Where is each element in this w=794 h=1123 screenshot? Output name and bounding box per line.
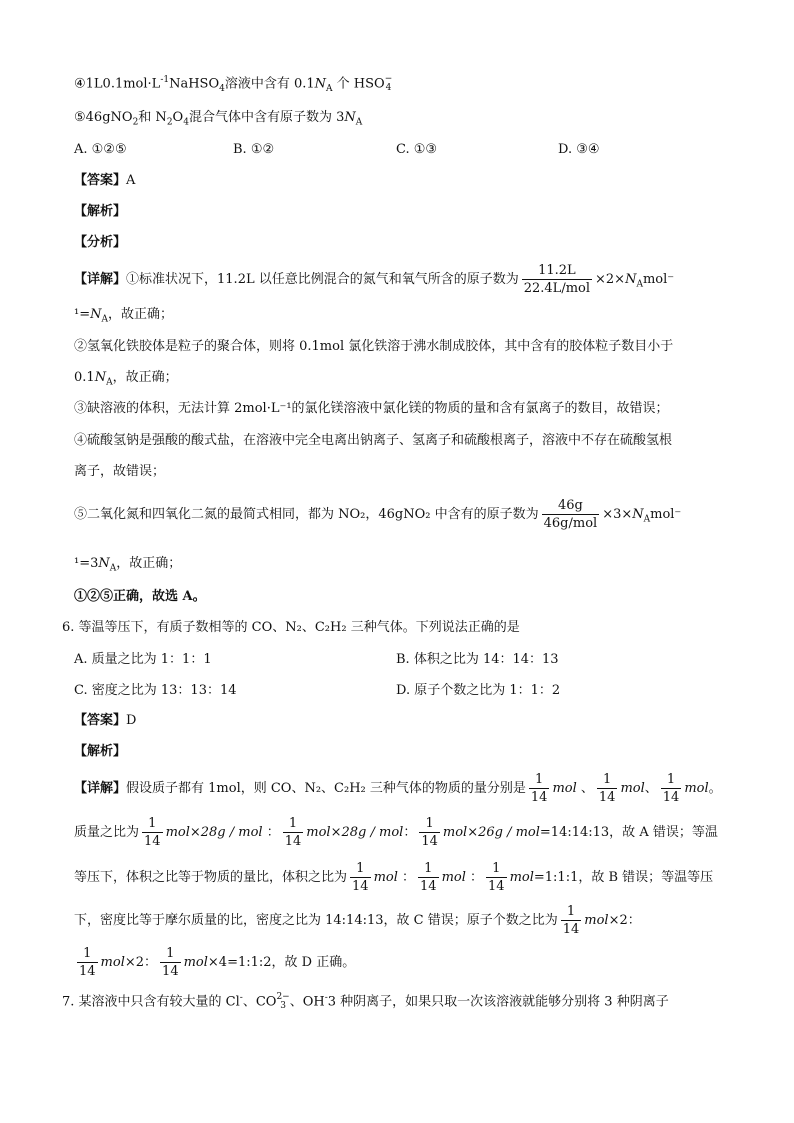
q6-analysis-heading: 【解析】 <box>74 744 127 759</box>
fraction: $\frac{46g}{\text{46g/mol}}$ <box>543 498 598 531</box>
fraction: $\frac{11.2L}{\text{22.4L/mol}}$ <box>523 263 591 296</box>
q7-stem: 7. 某溶液中只含有较大量的 Cl-、CO 2− 3 、OH-3 种阴离子，如果只取一次该溶液就能够分别将 3 种阴离子 <box>62 991 669 1011</box>
q5-detail-3: ③缺溶液的体积，无法计算 2mol·L⁻¹的氯化镁溶液中氯化镁的物质的量和含有氯离子的数目，故错误； <box>74 401 669 416</box>
q6-option-c: C. 密度之比为 13：13：14 <box>74 683 237 698</box>
statement-4: $④1L0.1mol\cdot L^{-1}NaHSO_4$溶液中含有 $0.1N_A$ 个 HSO − 4 <box>74 73 393 94</box>
q5-detail-2b: $0.1N_A$，故正确； <box>74 370 178 388</box>
q6-detail-3: 等压下，体积之比等于物质的量比，体积之比为 $\frac{1}{14}$ mol ： $\frac{1}{14}$ mol ： $\frac{1}{14}$ mol=1:1:1，故 B 错误；等温等压 <box>74 861 714 894</box>
q5-detail-4: ④硫酸氢钠是强酸的酸式盐，在溶液中完全电离出钠离子、氢离子和硫酸根离子，溶液中不存在硫酸氢根 <box>74 433 673 448</box>
q6-answer: 【答案】D <box>74 713 137 728</box>
q5-analysis-heading: 【解析】 <box>74 204 127 219</box>
q5-detail-5: ⑤二氧化氮和四氧化二氮的最简式相同，都为 NO₂，46gNO₂ 中含有的原子数为 $\frac{46g}{\text{46g/mol}}$ $\times 3\times N_Amol^-$ <box>74 498 682 531</box>
q5-answer: 【答案】A <box>74 173 136 188</box>
q5-detail-5b: $^1=3N_A$，故正确； <box>74 556 182 574</box>
q6-detail-1: 【详解】假设质子都有 1mol，则 CO、N₂、C₂H₂ 三种气体的物质的量分别是 $\frac{1}{14}$ mol 、 $\frac{1}{14}$ mol、 $\frac{1}{14}$ mol。 <box>74 772 722 805</box>
q5-detail-1b: $^1=N_A$，故正确； <box>74 307 173 325</box>
q6-option-b: B. 体积之比为 14：14：13 <box>396 652 559 667</box>
q6-detail-2: 质量之比为 $\frac{1}{14}$ mol×28g / mol ： $\frac{1}{14}$ mol×28g / mol： $\frac{1}{14}$ mol×26g / mol=14:14:13，故 A 错误；等温 <box>74 816 718 849</box>
q5-conclusion: ①②⑤正确，故选 A。 <box>74 589 206 604</box>
q6-option-a: A. 质量之比为 1：1：1 <box>74 652 212 667</box>
q5-fenxi-heading: 【分析】 <box>74 235 127 250</box>
q5-option-d: D. ③④ <box>558 142 600 157</box>
q5-detail-2: ②氢氧化铁胶体是粒子的聚合体，则将 0.1mol 氯化铁溶于沸水制成胶体，其中含有的胶体粒子数目小于 <box>74 339 674 354</box>
q5-detail-4b: 离子，故错误； <box>74 464 166 479</box>
statement-5: ⑤46gNO$_2$和 $N_2O_4$混合气体中含有原子数为 $3N_A$ <box>74 110 363 128</box>
q5-detail-1: 【详解】①标准状况下，11.2L 以任意比例混合的氮气和氧气所含的原子数为 $\frac{11.2L}{\text{22.4L/mol}}$ $\times 2\times N_Amol^-$ <box>74 263 675 296</box>
q5-option-c: C. ①③ <box>396 142 438 157</box>
q6-option-d: D. 原子个数之比为 1：1：2 <box>396 683 561 698</box>
q6-detail-4: 下，密度比等于摩尔质量的比，密度之比为 14:14:13，故 C 错误；原子个数之比为 $\frac{1}{14}$ mol×2： <box>74 904 641 937</box>
q5-option-b: B. ①② <box>233 142 275 157</box>
q6-detail-5: $\frac{1}{14}$ mol×2： $\frac{1}{14}$ mol×4=1:1:2，故 D 正确。 <box>79 946 356 979</box>
q6-stem: 6. 等温等压下，有质子数相等的 CO、N₂、C₂H₂ 三种气体。下列说法正确的是 <box>62 620 520 635</box>
q5-option-a: A. ①②⑤ <box>74 142 127 157</box>
